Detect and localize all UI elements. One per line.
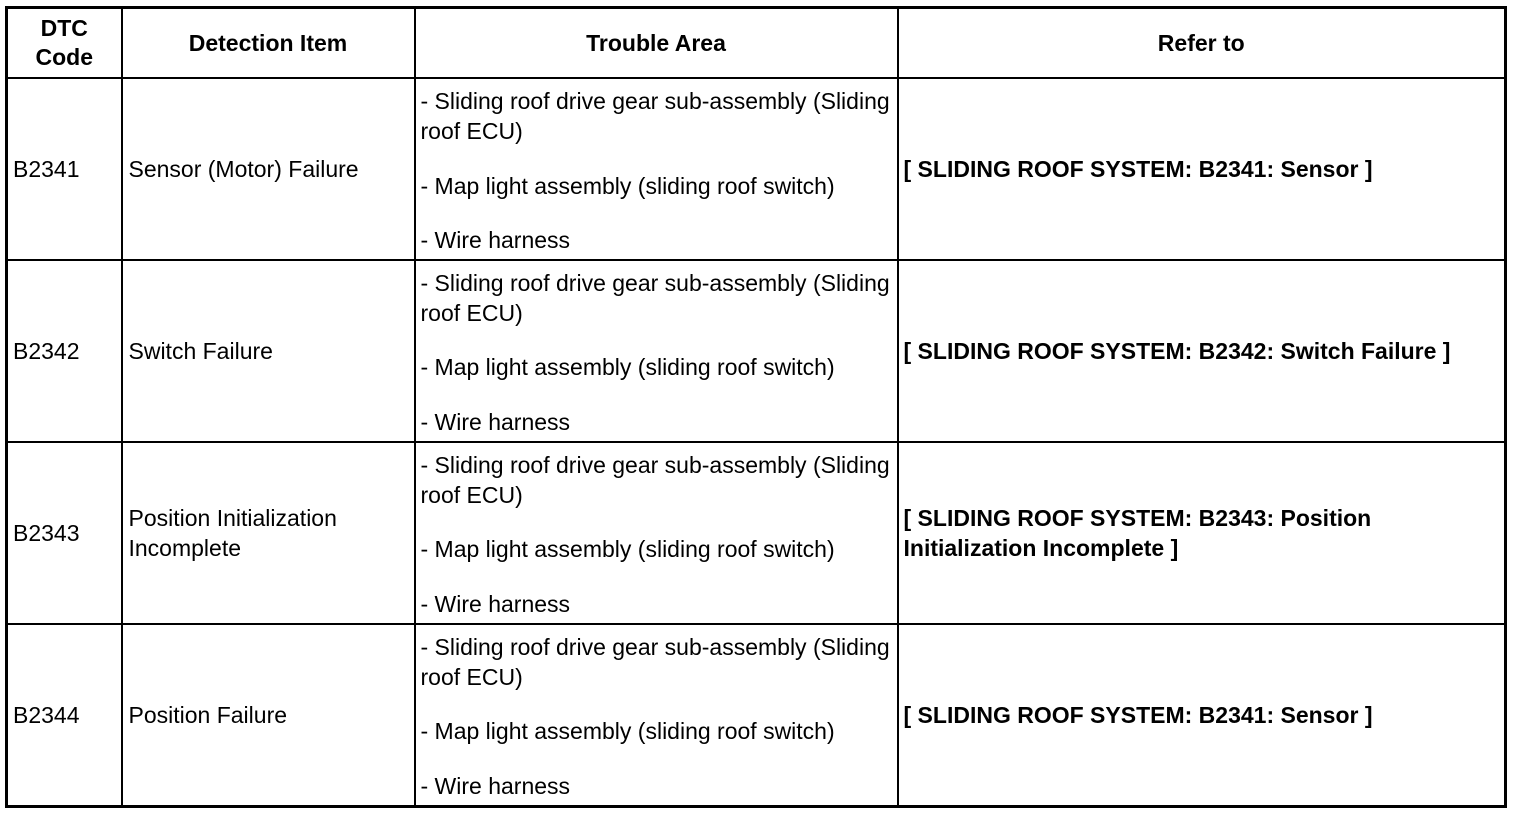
- refer-to-link[interactable]: [ SLIDING ROOF SYSTEM: B2342: Switch Failure ]: [898, 260, 1506, 442]
- dtc-table: [5, 6, 1507, 808]
- table-header-row: [7, 8, 1506, 79]
- trouble-area-cell: [415, 260, 898, 442]
- header-dtc-code: DTC Code: [7, 8, 122, 79]
- trouble-area-entry: - Sliding roof drive gear sub-assembly (Sliding roof ECU): [420, 633, 890, 690]
- dtc-code-cell: B2343: [7, 442, 122, 624]
- trouble-area-cell: [415, 78, 898, 260]
- table-row: [7, 624, 1506, 807]
- trouble-area-entry: - Map light assembly (sliding roof switch): [420, 354, 835, 381]
- trouble-area-entry: - Wire harness: [420, 227, 571, 253]
- trouble-area-cell: [415, 442, 898, 624]
- dtc-code-cell: B2342: [7, 260, 122, 442]
- header-detection-item: Detection Item: [122, 8, 415, 79]
- header-refer-to: Refer to: [898, 8, 1506, 79]
- trouble-area-entry: - Map light assembly (sliding roof switch): [420, 172, 835, 199]
- dtc-code-cell: B2344: [7, 624, 122, 807]
- trouble-area-cell: [415, 624, 898, 807]
- detection-item-cell: Position Initialization Incomplete: [122, 442, 415, 624]
- refer-to-link[interactable]: [ SLIDING ROOF SYSTEM: B2341: Sensor ]: [898, 624, 1506, 807]
- trouble-area-entry: - Map light assembly (sliding roof switch): [420, 536, 835, 563]
- dtc-code-cell: B2341: [7, 78, 122, 260]
- trouble-area-entry: - Sliding roof drive gear sub-assembly (Sliding roof ECU): [420, 88, 890, 144]
- table-row: [7, 442, 1506, 624]
- trouble-area-entry: - Map light assembly (sliding roof switch): [420, 718, 835, 745]
- trouble-area-entry: - Wire harness: [420, 772, 571, 799]
- detection-item-cell: Switch Failure: [122, 260, 415, 442]
- trouble-area-entry: - Wire harness: [420, 408, 571, 435]
- trouble-area-entry: - Wire harness: [420, 590, 571, 617]
- detection-item-cell: Sensor (Motor) Failure: [122, 78, 415, 260]
- detection-item-cell: Position Failure: [122, 624, 415, 807]
- header-trouble-area: Trouble Area: [415, 8, 898, 79]
- table-row: [7, 260, 1506, 442]
- trouble-area-entry: - Sliding roof drive gear sub-assembly (Sliding roof ECU): [420, 269, 890, 326]
- refer-to-link[interactable]: [ SLIDING ROOF SYSTEM: B2341: Sensor ]: [898, 78, 1506, 260]
- trouble-area-entry: - Sliding roof drive gear sub-assembly (Sliding roof ECU): [420, 451, 890, 508]
- table-row: [7, 78, 1506, 260]
- refer-to-link[interactable]: [ SLIDING ROOF SYSTEM: B2343: Position Initialization Incomplete ]: [898, 442, 1506, 624]
